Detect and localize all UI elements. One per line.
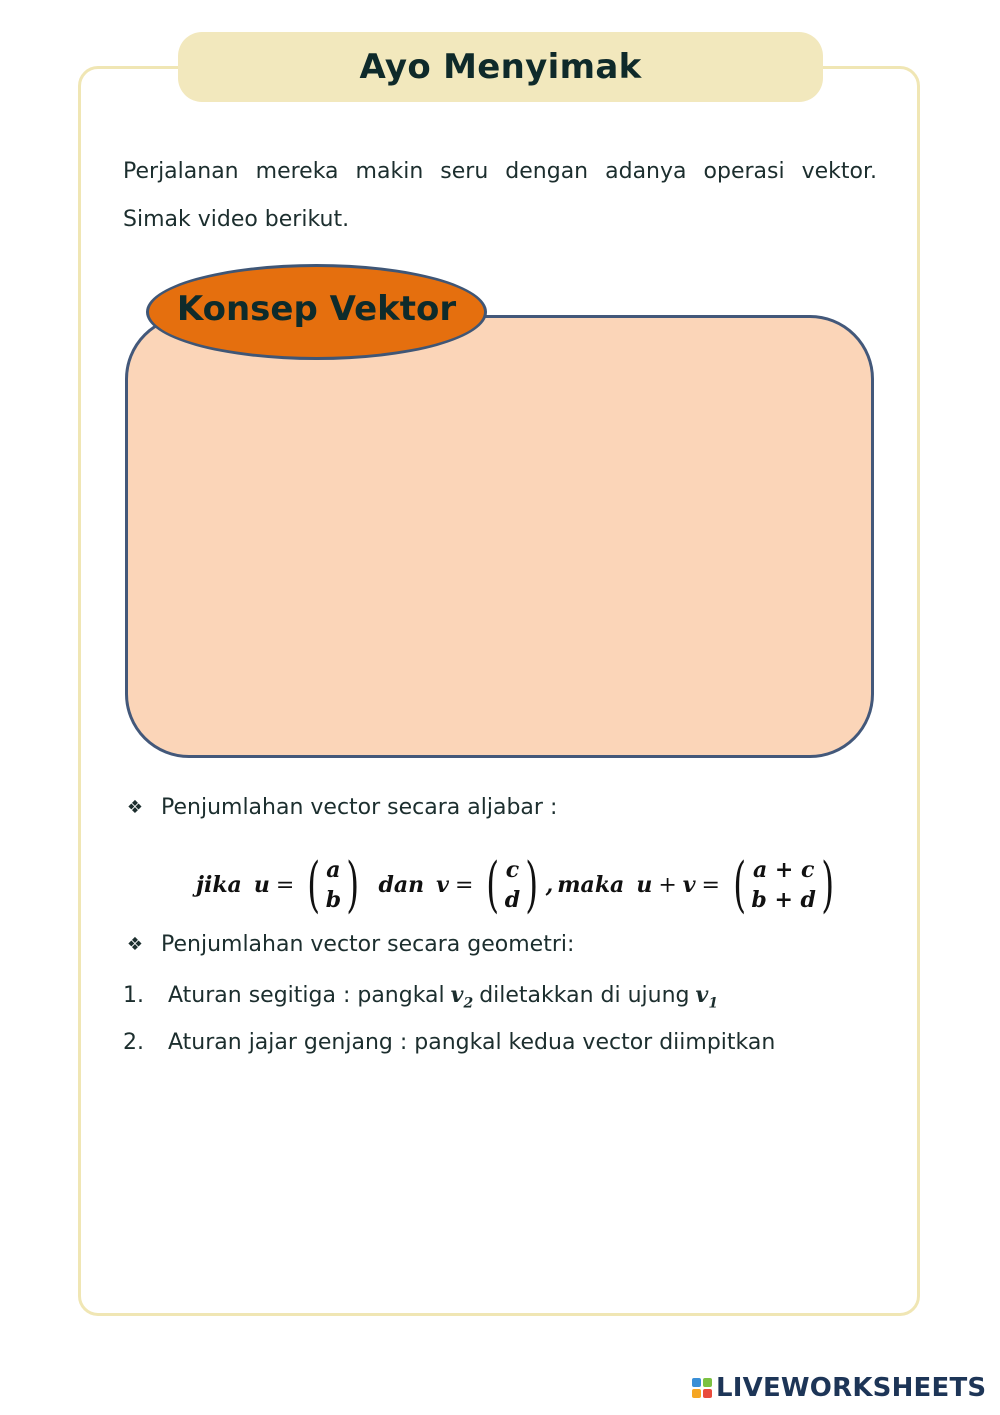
list-item bbox=[123, 1030, 775, 1055]
vector-sum-formula bbox=[196, 852, 841, 918]
list-number: 1. bbox=[123, 983, 144, 1008]
liveworksheets-mark-icon bbox=[692, 1378, 712, 1398]
vector-u-top: a bbox=[326, 857, 341, 883]
vector-u-bottom: b bbox=[325, 887, 342, 913]
vector-v-top: c bbox=[505, 857, 520, 883]
diamond-bullet-icon: ❖ bbox=[126, 797, 144, 818]
bullet-geometry-text: Penjumlahan vector secara geometri: bbox=[161, 932, 575, 957]
video-label-badge bbox=[146, 264, 487, 360]
video-label: Konsep Vektor bbox=[176, 289, 457, 329]
list-text-mid: diletakkan di ujung bbox=[479, 983, 690, 1008]
list-text-before: Aturan segitiga : pangkal bbox=[168, 983, 445, 1008]
list-number: 2. bbox=[123, 1030, 144, 1055]
vector-v-bottom: d bbox=[504, 887, 521, 913]
page-title: Ayo Menyimak bbox=[359, 47, 642, 87]
vector-u: ( a b ) bbox=[307, 850, 360, 920]
formula-eq-2: = bbox=[454, 872, 474, 898]
bullet-algebra bbox=[123, 795, 557, 820]
bullet-algebra-text: Penjumlahan vector secara aljabar : bbox=[161, 795, 558, 820]
intro-paragraph: Perjalanan mereka makin seru dengan adanya operasi vektor. Simak video berikut. bbox=[123, 159, 877, 232]
liveworksheets-logo[interactable] bbox=[692, 1373, 986, 1403]
diamond-bullet-icon: ❖ bbox=[126, 934, 144, 955]
formula-jika: jika bbox=[196, 872, 242, 898]
math-v2: $v_2$ bbox=[450, 982, 474, 1012]
formula-plus: + bbox=[658, 872, 677, 898]
formula-eq-1: = bbox=[275, 872, 295, 898]
vector-sum: ( a + c b + d ) bbox=[733, 850, 835, 920]
math-v1: $v_1$ bbox=[695, 982, 719, 1012]
formula-u-2: u bbox=[636, 872, 653, 898]
formula-eq-3: = bbox=[701, 872, 720, 898]
formula-maka: maka bbox=[557, 872, 625, 898]
bullet-geometry bbox=[123, 932, 574, 957]
title-banner bbox=[178, 32, 823, 102]
vector-v: ( c d ) bbox=[486, 850, 539, 920]
video-placeholder[interactable] bbox=[125, 315, 874, 758]
list-text: Aturan jajar genjang : pangkal kedua vector diimpitkan bbox=[168, 1030, 776, 1055]
vector-sum-bottom: b + d bbox=[751, 887, 816, 913]
vector-sum-top: a + c bbox=[752, 857, 815, 883]
list-item bbox=[123, 982, 724, 1011]
formula-v-2: v bbox=[682, 872, 696, 898]
formula-v: v bbox=[436, 872, 449, 898]
formula-dan: dan bbox=[378, 872, 425, 898]
formula-u: u bbox=[253, 872, 270, 898]
formula-comma: , bbox=[545, 872, 554, 898]
liveworksheets-brand: LIVEWORKSHEETS bbox=[716, 1373, 987, 1403]
